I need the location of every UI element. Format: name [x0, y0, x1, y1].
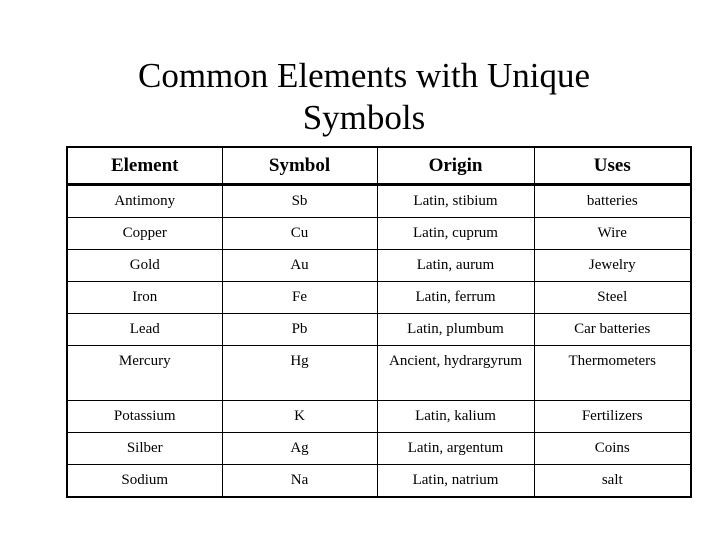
table-row [67, 401, 691, 433]
cell-symbol: Pb [222, 314, 377, 346]
cell-element: Antimony [67, 185, 222, 218]
table-row [67, 218, 691, 250]
cell-uses: Jewelry [534, 250, 691, 282]
table-row [67, 465, 691, 498]
cell-element: Lead [67, 314, 222, 346]
cell-origin: Latin, aurum [377, 250, 534, 282]
title-line-2: Symbols [302, 98, 426, 137]
cell-element: Mercury [67, 346, 222, 401]
cell-uses: Coins [534, 433, 691, 465]
table-row [67, 433, 691, 465]
cell-symbol: K [222, 401, 377, 433]
cell-element: Sodium [67, 465, 222, 498]
cell-element: Gold [67, 250, 222, 282]
cell-origin: Latin, natrium [377, 465, 534, 498]
cell-origin: Ancient, hydrargyrum [377, 346, 534, 401]
cell-symbol: Fe [222, 282, 377, 314]
cell-origin: Latin, ferrum [377, 282, 534, 314]
table-row [67, 250, 691, 282]
cell-symbol: Sb [222, 185, 377, 218]
cell-uses: Fertilizers [534, 401, 691, 433]
table-row [67, 282, 691, 314]
cell-element: Iron [67, 282, 222, 314]
cell-symbol: Hg [222, 346, 377, 401]
cell-origin: Latin, cuprum [377, 218, 534, 250]
header-element: Element [67, 147, 222, 185]
cell-uses: salt [534, 465, 691, 498]
table-row [67, 346, 691, 401]
cell-uses: Thermometers [534, 346, 691, 401]
cell-element: Potassium [67, 401, 222, 433]
cell-symbol: Cu [222, 218, 377, 250]
cell-element: Copper [67, 218, 222, 250]
cell-symbol: Na [222, 465, 377, 498]
table-header-row [67, 147, 691, 185]
cell-uses: batteries [534, 185, 691, 218]
cell-uses: Steel [534, 282, 691, 314]
table-row [67, 185, 691, 218]
title-line-1: Common Elements with Unique [137, 56, 591, 95]
elements-table [66, 146, 692, 498]
cell-origin: Latin, kalium [377, 401, 534, 433]
cell-element: Silber [67, 433, 222, 465]
cell-origin: Latin, stibium [377, 185, 534, 218]
cell-uses: Wire [534, 218, 691, 250]
cell-origin: Latin, plumbum [377, 314, 534, 346]
table-row [67, 314, 691, 346]
cell-symbol: Ag [222, 433, 377, 465]
header-origin: Origin [377, 147, 534, 185]
cell-origin: Latin, argentum [377, 433, 534, 465]
header-uses: Uses [534, 147, 691, 185]
page-title [90, 55, 638, 139]
cell-uses: Car batteries [534, 314, 691, 346]
header-symbol: Symbol [222, 147, 377, 185]
cell-symbol: Au [222, 250, 377, 282]
